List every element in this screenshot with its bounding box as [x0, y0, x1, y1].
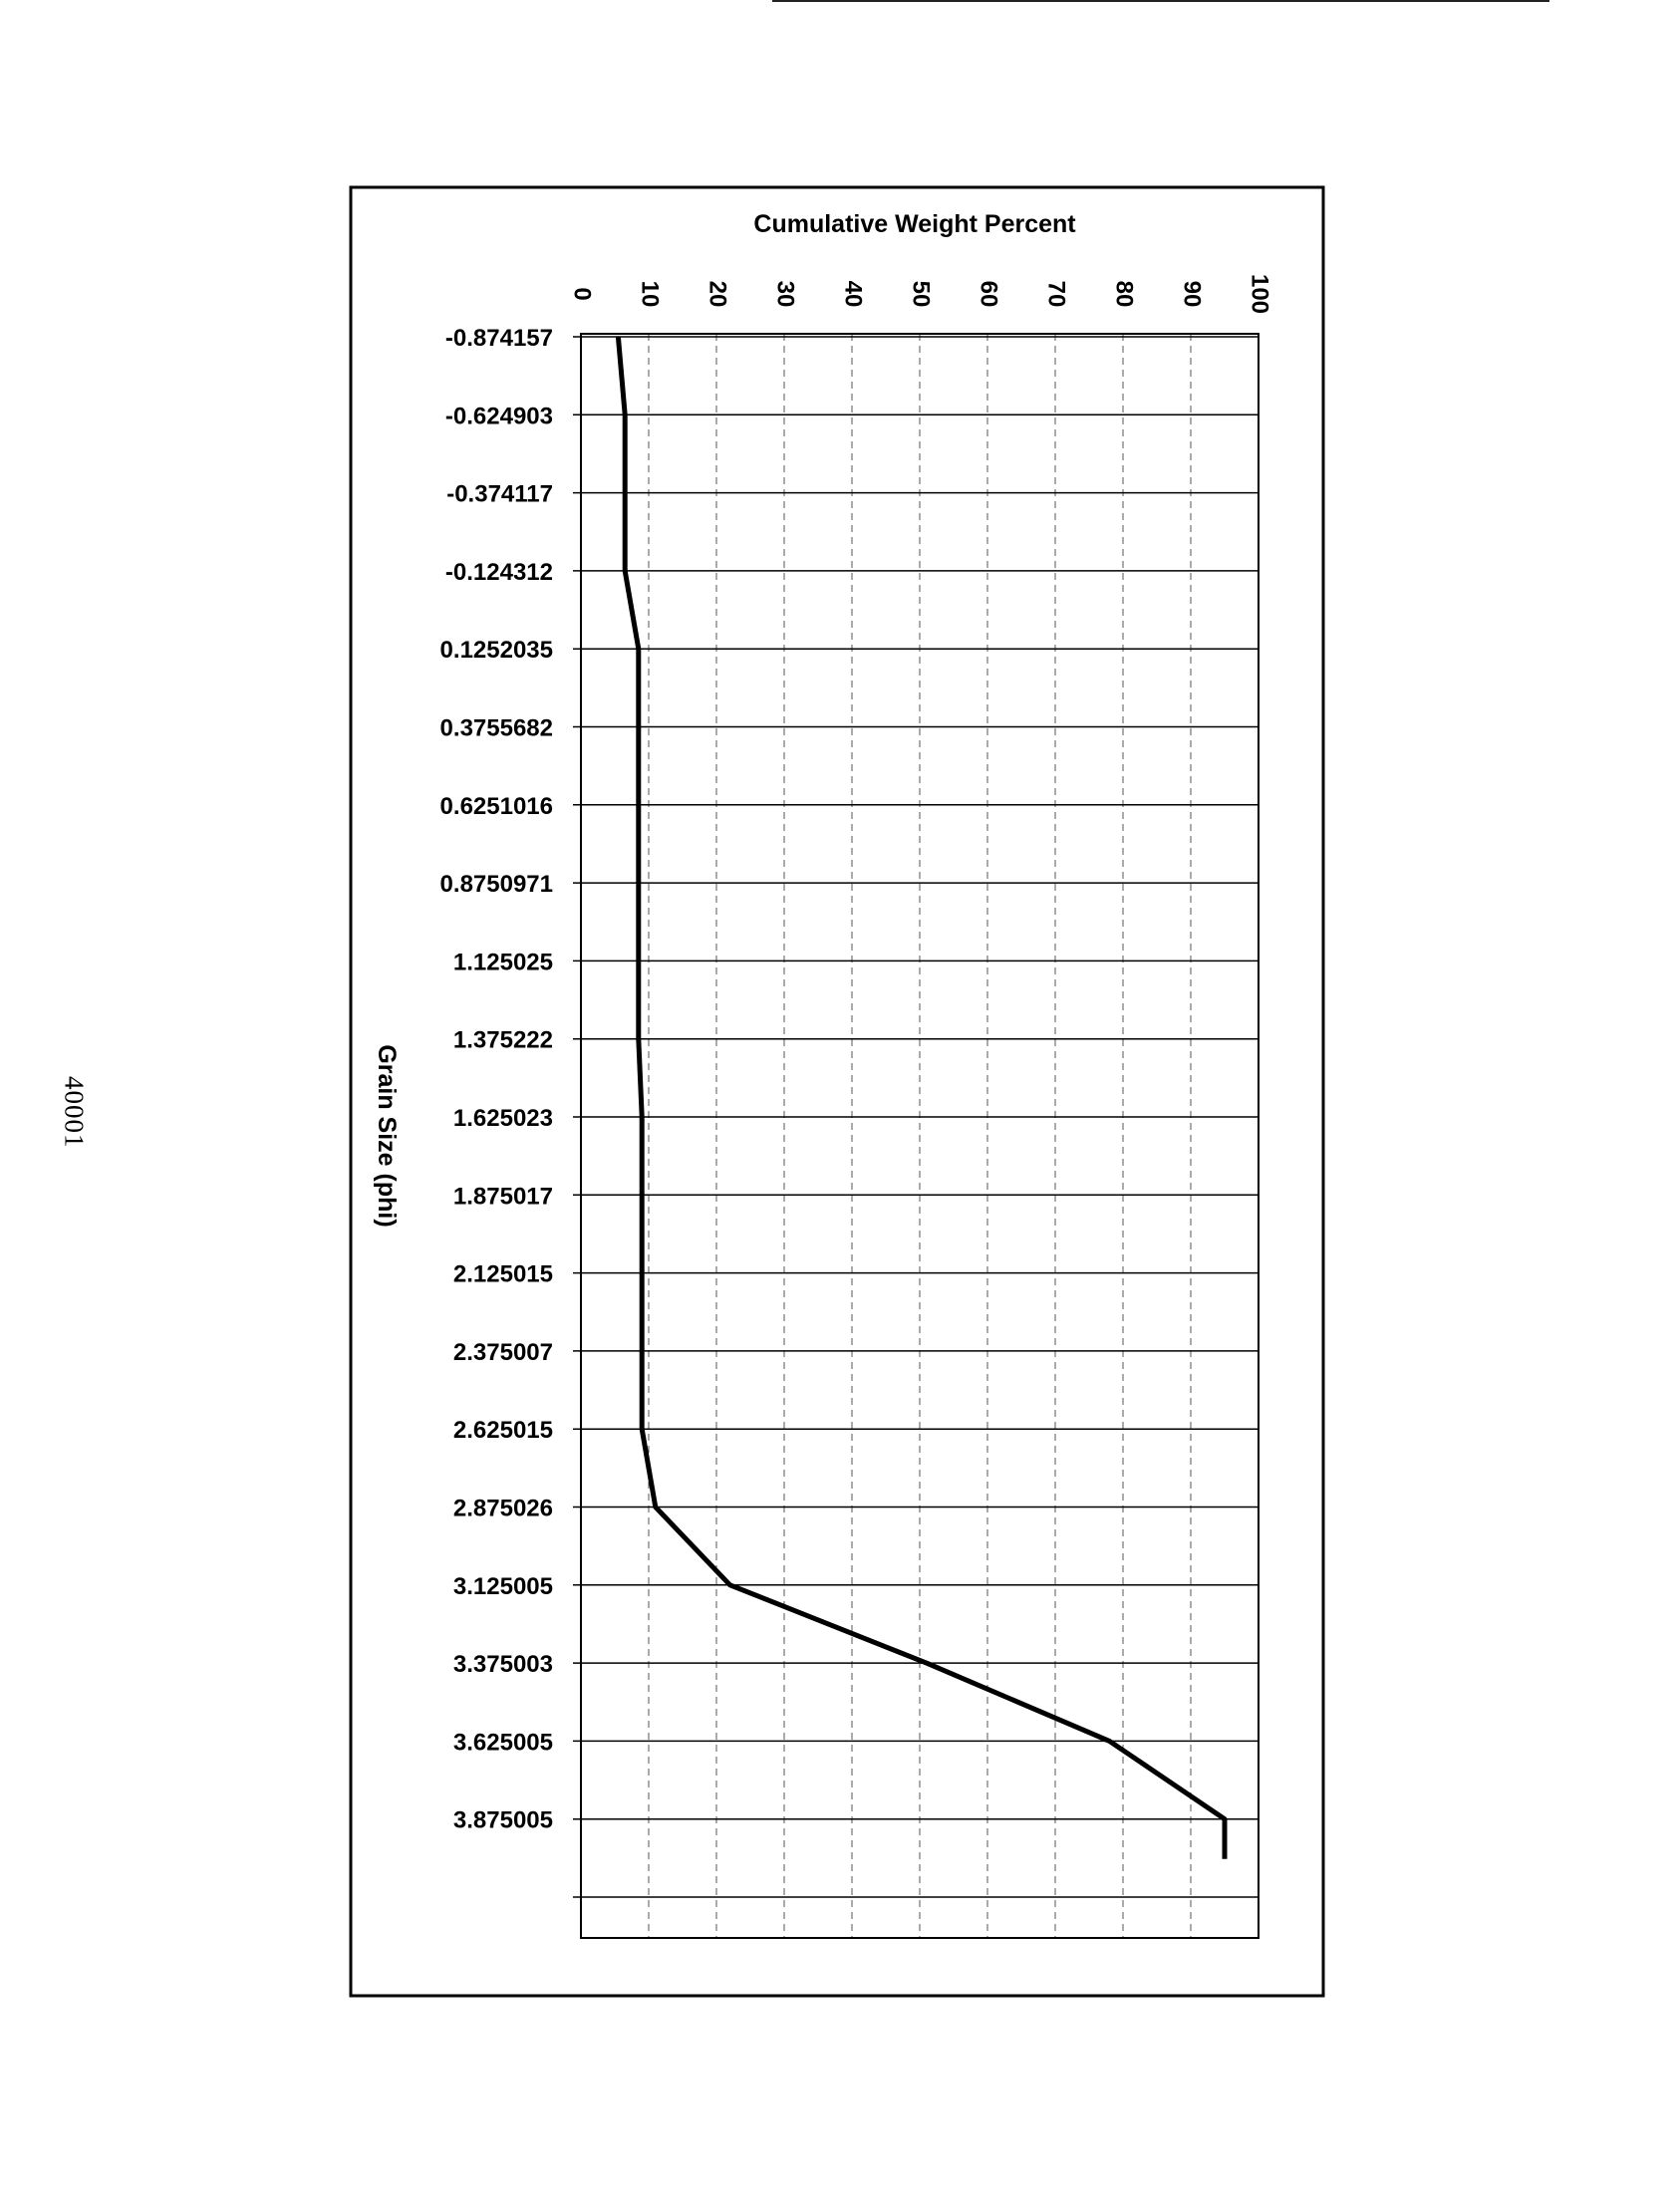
y-tick-label: 3.125005: [452, 1572, 553, 1600]
y-tick-label: 0.1252035: [439, 637, 553, 665]
tick-labels: [440, 274, 1273, 1834]
y-tick-label: 2.625015: [452, 1417, 553, 1445]
x-tick-label: 80: [1110, 280, 1138, 308]
x-tick-label: 40: [839, 280, 867, 308]
y-tick-label: -0.124312: [444, 558, 553, 586]
y-tick-label: 2.375007: [452, 1338, 553, 1366]
chart-title: Cumulative Weight Percent: [753, 210, 1076, 238]
page-number: 40001: [59, 1076, 90, 1149]
top-rule: [772, 0, 1549, 2]
chart-frame: [351, 187, 1323, 1996]
y-tick-label: 3.625005: [452, 1729, 553, 1757]
x-tick-label: 50: [907, 280, 935, 308]
x-tick-label: 90: [1178, 280, 1206, 308]
x-tick-label: 100: [1246, 273, 1273, 315]
y-tick-label: -0.874157: [444, 325, 553, 352]
y-tick-label: -0.374117: [446, 480, 553, 508]
x-tick-label: 60: [975, 280, 1002, 308]
y-tick-label: 2.125015: [452, 1260, 553, 1288]
x-tick-label: 0: [568, 287, 596, 301]
y-tick-label: 1.375222: [452, 1026, 553, 1054]
y-tick-label: 0.3755682: [439, 714, 553, 742]
y-tick-label: 0.8750971: [439, 871, 553, 899]
x-tick-label: 10: [636, 280, 664, 308]
x-tick-label: 30: [771, 280, 799, 308]
y-tick-label: 3.875005: [452, 1806, 553, 1834]
y-tick-label: -0.624903: [444, 403, 553, 430]
y-tick-label: 2.875026: [452, 1495, 553, 1522]
series-line: [618, 337, 1225, 1859]
y-tick-label: 3.375003: [452, 1651, 553, 1679]
y-tick-label: 1.875017: [452, 1183, 553, 1211]
x-tick-label: 70: [1042, 280, 1070, 308]
y-tick-label: 1.625023: [452, 1105, 553, 1132]
grid: [573, 334, 1259, 1938]
y-tick-label: 0.6251016: [439, 792, 553, 820]
y-tick-label: 1.125025: [452, 949, 553, 976]
y-axis-label: Grain Size (phi): [373, 1044, 401, 1228]
x-tick-label: 20: [703, 280, 731, 308]
